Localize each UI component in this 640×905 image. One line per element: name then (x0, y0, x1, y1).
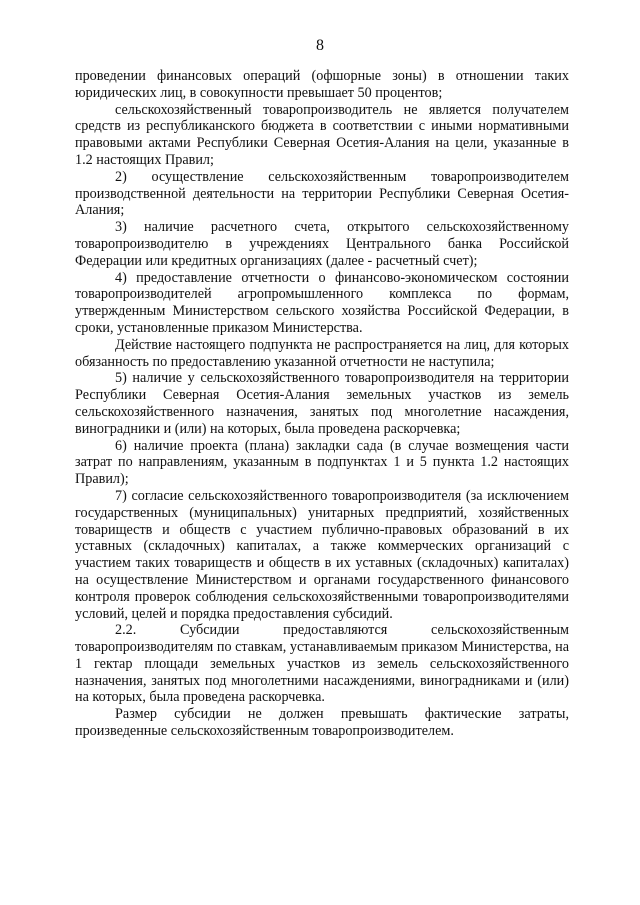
paragraph-item-6: 6) наличие проекта (плана) закладки сада (в случае возмещения части затрат по направлениям, указанным в подпунктах 1 и 5 пункта 1.2 настоящих Правил); (75, 437, 569, 488)
paragraph-item-5: 5) наличие у сельскохозяйственного товаропроизводителя на территории Республики Северная Осетия-Алания земельных участков из земель сельскохозяйственного назначения, занятых под многолетние насаждения, виноградники и (или) на которых, была проведена раскорчевка; (75, 370, 569, 437)
paragraph-section-2-2: 2.2. Субсидии предоставляются сельскохозяйственным товаропроизводителям по ставкам, устанавливаемым приказом Министерства, на 1 гектар площади земельных участков из земель сельскохозяйственного назначения, занятых под многолетними насаждениями, виноградниками и (или) на которых, была проведена раскорчевка. (75, 622, 569, 706)
paragraph-item-3: 3) наличие расчетного счета, открытого сельскохозяйственному товаропроизводителю в учреждениях Центрального банка Российской Федерации или кредитных организациях (далее - расчетный счет); (75, 219, 569, 269)
document-body (75, 68, 569, 740)
paragraph-item-2: 2) осуществление сельскохозяйственным товаропроизводителем производственной деятельности на территории Республики Северная Осетия-Алания; (75, 168, 569, 219)
paragraph-continuation: проведении финансовых операций (офшорные зоны) в отношении таких юридических лиц, в совокупности превышает 50 процентов; (75, 68, 569, 101)
paragraph-item-4: 4) предоставление отчетности о финансово-экономическом состоянии товаропроизводителей агропромышленного комплекса по формам, утвержденным Министерством сельского хозяйства Российской Федерации, в сроки, установленные приказом Министерства. (75, 269, 569, 336)
paragraph-subsidy-limit: Размер субсидии не должен превышать фактические затраты, произведенные сельскохозяйственным товаропроизводителем. (75, 706, 569, 740)
paragraph-item-4-note: Действие настоящего подпункта не распространяется на лиц, для которых обязанность по предоставлению указанной отчетности не наступила; (75, 336, 569, 370)
paragraph-budget-condition: сельскохозяйственный товаропроизводитель не является получателем средств из республиканского бюджета в соответствии с иными нормативными правовыми актами Республики Северная Осетия-Алания на цели, указанные в 1.2 настоящих Правил; (75, 101, 569, 168)
paragraph-item-7: 7) согласие сельскохозяйственного товаропроизводителя (за исключением государственных (муниципальных) унитарных предприятий, хозяйственных товариществ и обществ с участием публично-правовых образований в их уставных (складочных) капиталах, а также коммерческих организаций с участием таких товариществ и обществ в их уставных (складочных) капиталах) на осуществление Министерством и органами государственного финансового контроля проверок соблюдения сельскохозяйственными товаропроизводителями условий, целей и порядка предоставления субсидий. (75, 487, 569, 622)
page-number: 8 (316, 37, 324, 54)
